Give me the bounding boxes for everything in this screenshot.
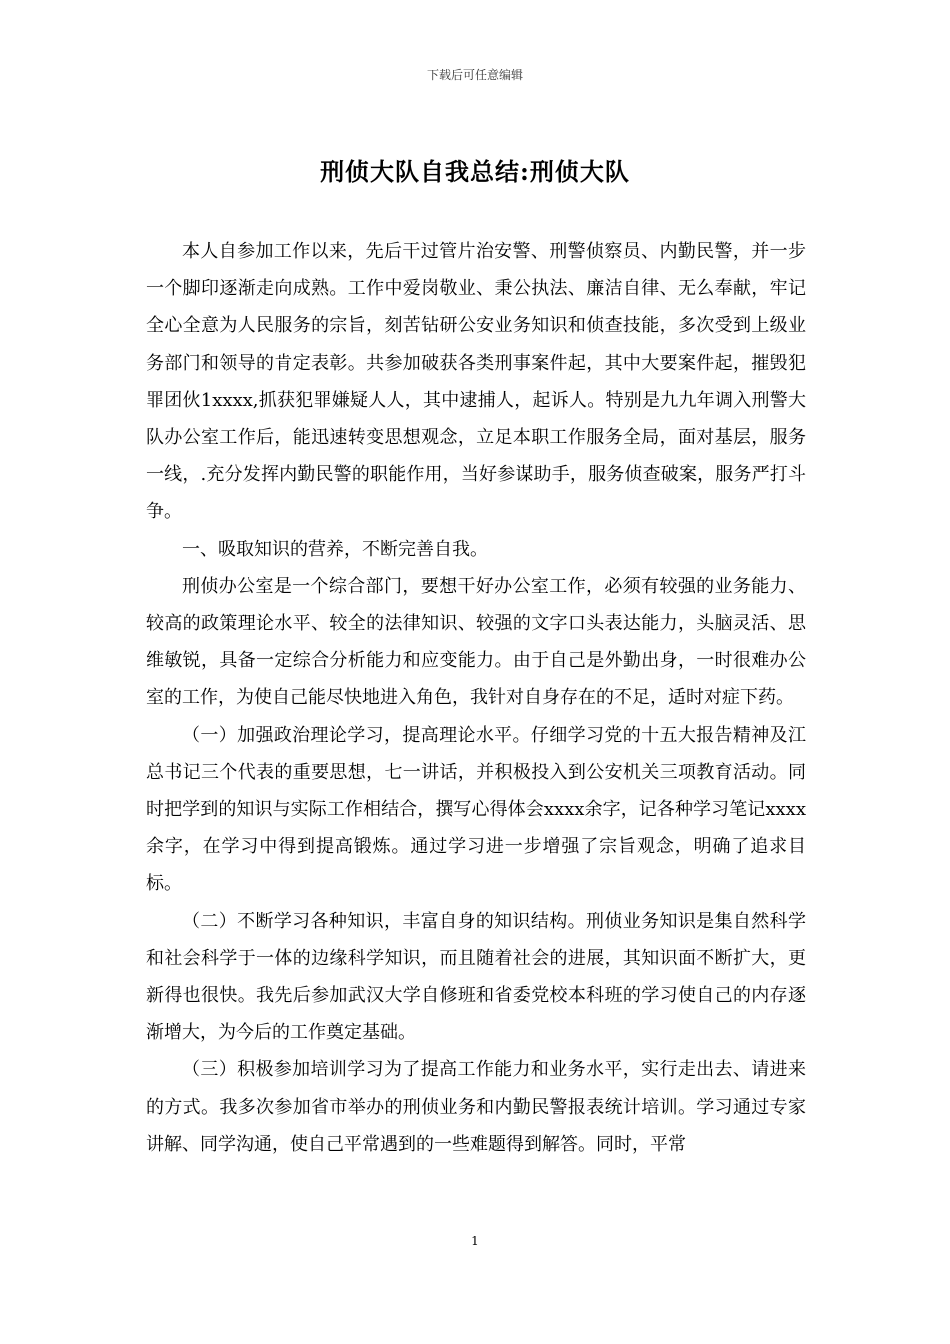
paragraph: 本人自参加工作以来，先后干过管片治安警、刑警侦察员、内勤民警，并一步一个脚印逐渐走向成熟。工作中爱岗敬业、秉公执法、廉洁自律、无么奉献，牢记全心全意为人民服务的宗旨，刻苦钻研公安业务知识和侦查技能，多次受到上级业务部门和领导的肯定表彰。共参加破获各类刑事案件起，其中大要案件起，摧毁犯罪团伙1xxxx,抓获犯罪嫌疑人人，其中逮捕人，起诉人。特别是九九年调入刑警大队办公室工作后，能迅速转变思想观念，立足本职工作服务全局，面对基层，服务一线，.充分发挥内勤民警的职能作用，当好参谋助手，服务侦查破案，服务严打斗争。 [146, 241, 806, 523]
header-note: 下载后可任意编辑 [426, 68, 523, 82]
document-title: 刑侦大队自我总结:刑侦大队 [320, 157, 630, 186]
document-body [146, 233, 806, 1163]
page-number: 1 [471, 1234, 479, 1248]
paragraph: 刑侦办公室是一个综合部门，要想干好办公室工作，必须有较强的业务能力、较高的政策理论水平、较全的法律知识、较强的文字口头表达能力，头脑灵活、思维敏锐，具备一定综合分析能力和应变能力。由于自己是外勤出身，一时很难办公室的工作，为使自己能尽快地进入角色，我针对自身存在的不足，适时对症下药。 [146, 575, 806, 709]
paragraph: （一）加强政治理论学习，提高理论水平。仔细学习党的十五大报告精神及江总书记三个代表的重要思想，七一讲话，并积极投入到公安机关三项教育活动。同时把学到的知识与实际工作相结合，撰写心得体会xxxx余字，记各种学习笔记xxxx余字，在学习中得到提高锻炼。通过学习进一步增强了宗旨观念，明确了追求目标。 [146, 724, 806, 895]
paragraph: （二）不断学习各种知识，丰富自身的知识结构。刑侦业务知识是集自然科学和社会科学于一体的边缘科学知识，而且随着社会的进展，其知识面不断扩大，更新得也很快。我先后参加武汉大学自修班和省委党校本科班的学习使自己的内存逐渐增大，为今后的工作奠定基础。 [146, 910, 806, 1044]
section-heading: 一、吸取知识的营养，不断完善自我。 [182, 538, 488, 560]
paragraph: （三）积极参加培训学习为了提高工作能力和业务水平，实行走出去、请进来的方式。我多次参加省市举办的刑侦业务和内勤民警报表统计培训。学习通过专家讲解、同学沟通，使自己平常遇到的一些难题得到解答。同时，平常 [146, 1059, 806, 1155]
